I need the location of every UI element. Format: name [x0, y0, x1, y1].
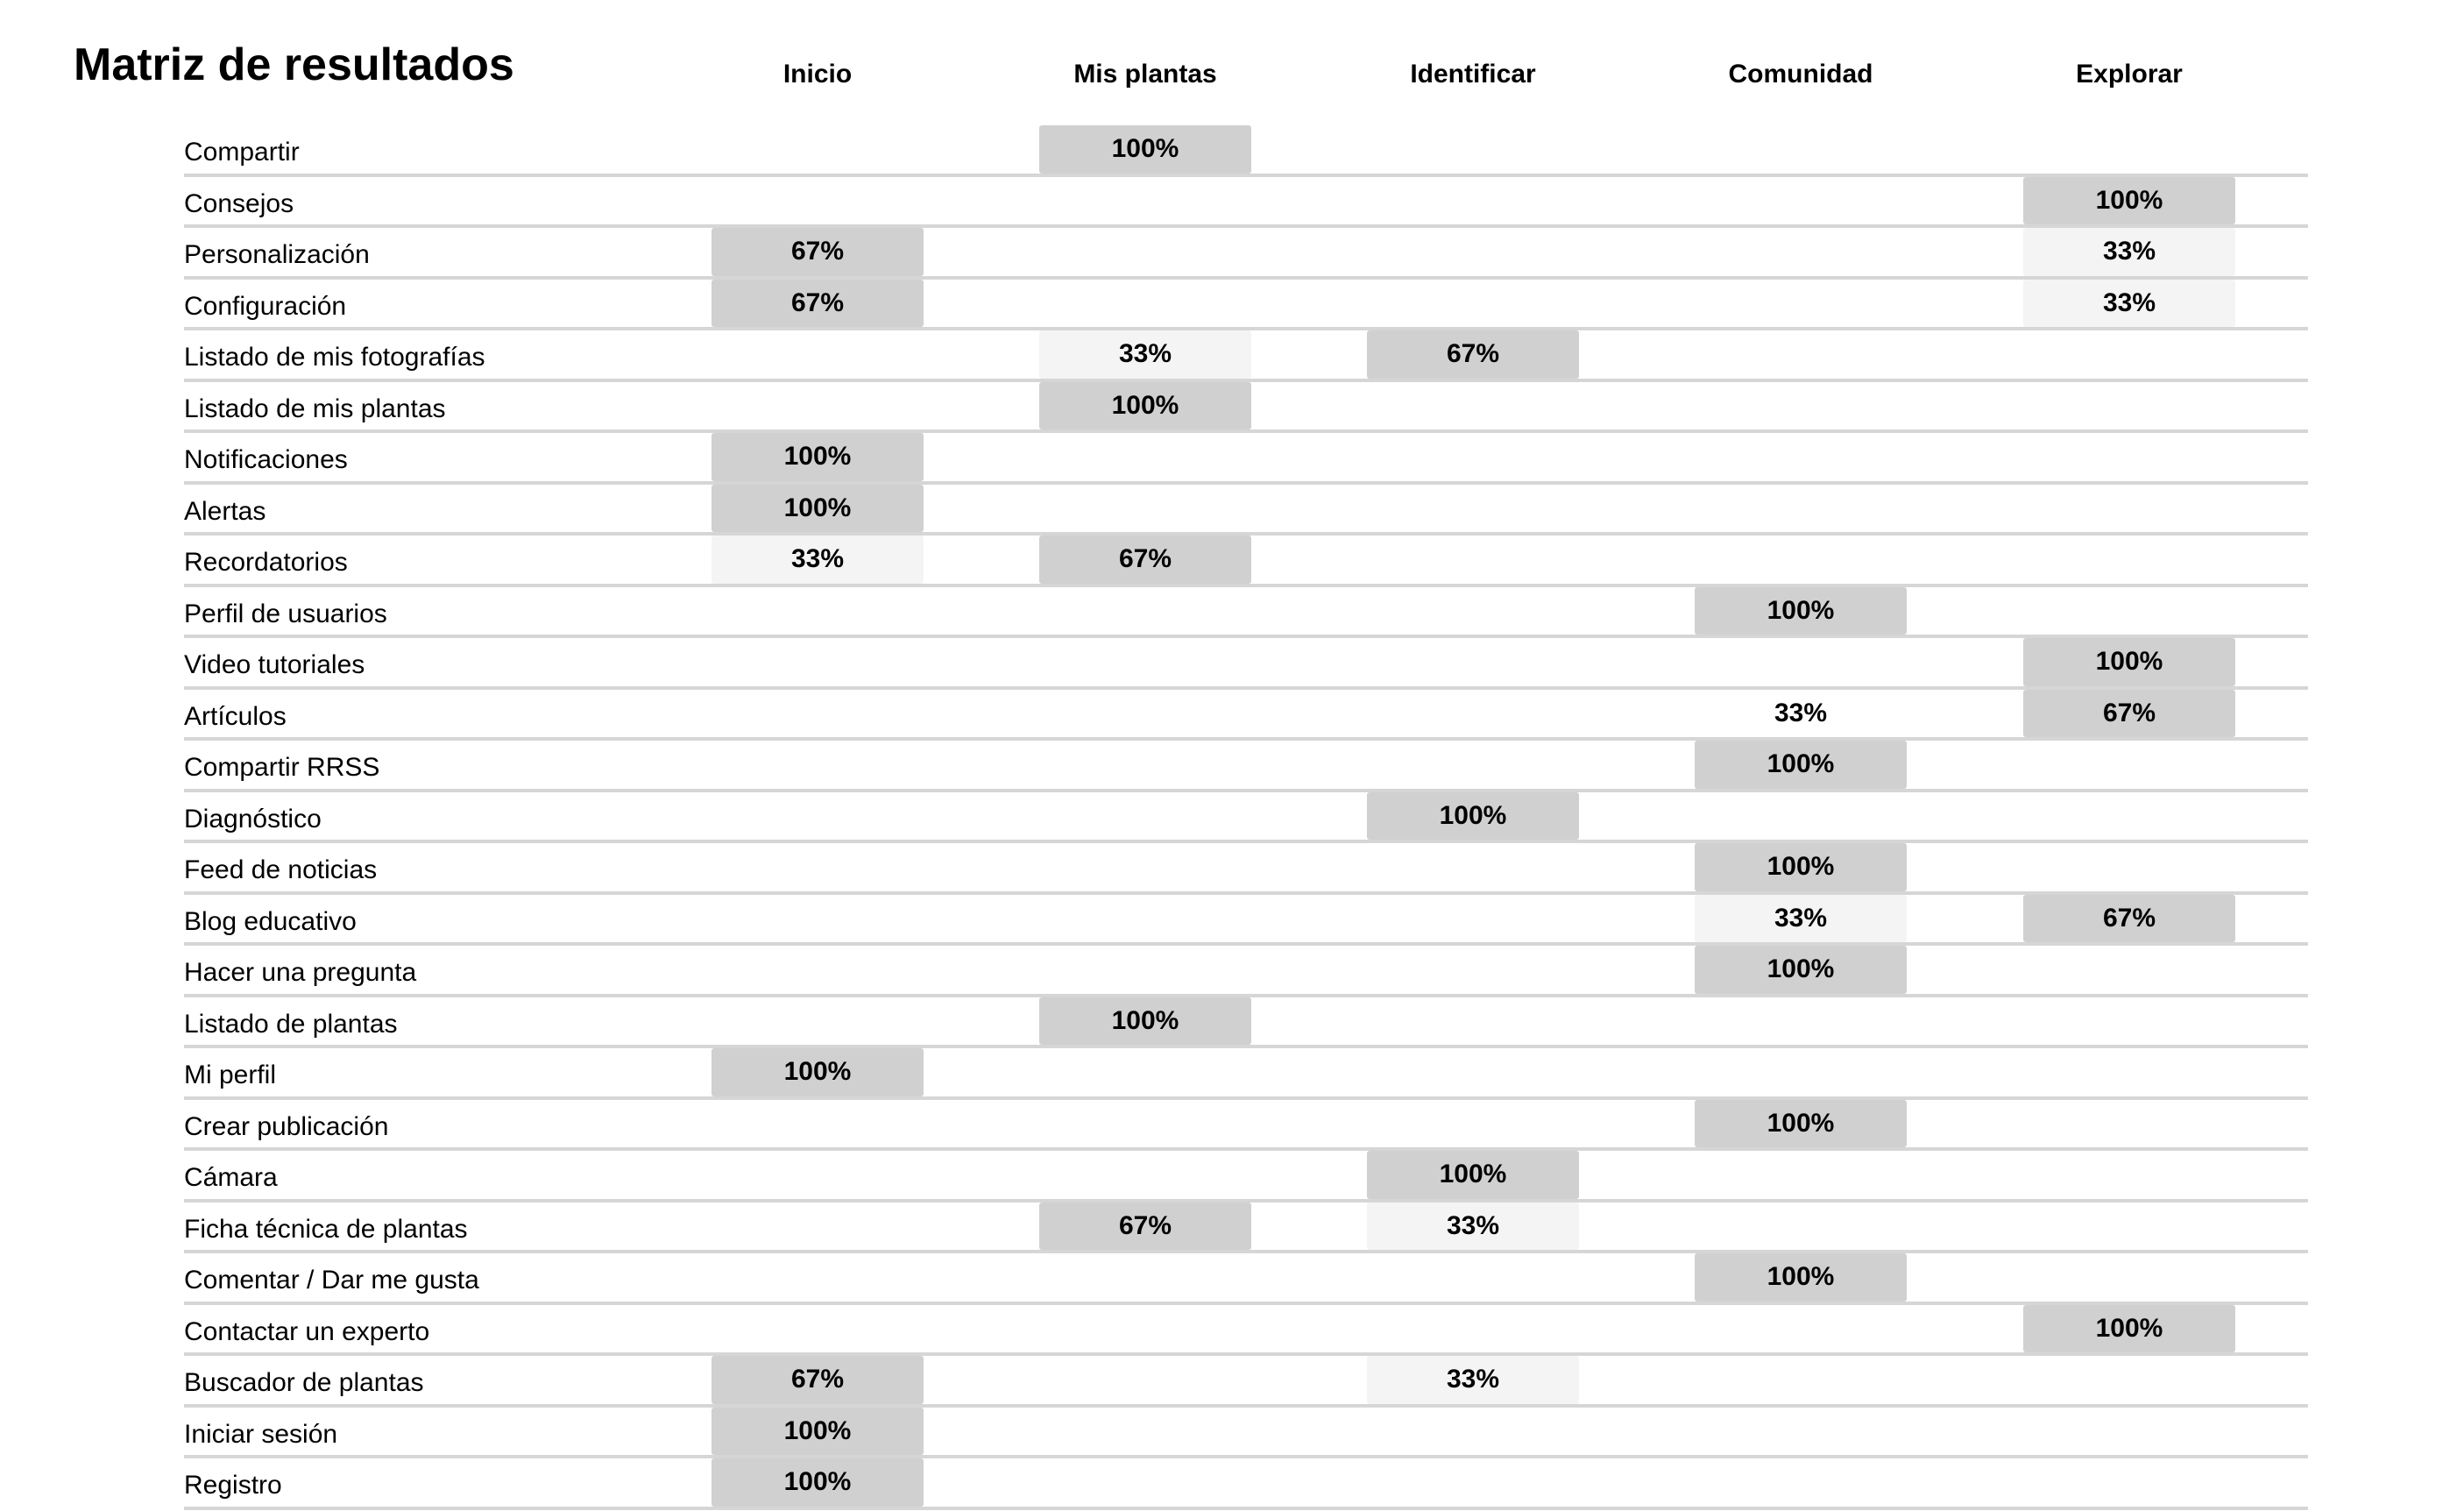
cell-inicio: 100% — [712, 1408, 924, 1456]
table-row — [184, 228, 2308, 280]
table-row — [184, 280, 2308, 331]
cell-mis-plantas: 67% — [1039, 1202, 1251, 1251]
row-label: Compartir RRSS — [184, 753, 380, 782]
row-label: Crear publicación — [184, 1111, 389, 1141]
table-row — [184, 587, 2308, 639]
row-label: Listado de plantas — [184, 1009, 398, 1039]
row-label: Configuración — [184, 291, 347, 321]
cell-inicio: 100% — [712, 485, 924, 533]
cell-inicio: 100% — [712, 1048, 924, 1096]
column-header-inicio: Inicio — [782, 60, 853, 89]
row-label: Registro — [184, 1471, 282, 1500]
column-header-identificar: Identificar — [1410, 60, 1536, 89]
cell-identificar: 33% — [1367, 1356, 1579, 1404]
cell-comunidad: 33% — [1774, 698, 1828, 727]
row-label: Artículos — [184, 701, 287, 731]
row-label: Perfil de usuarios — [184, 599, 387, 628]
table-row — [184, 1253, 2308, 1305]
row-label: Consejos — [184, 188, 294, 218]
row-label: Personalización — [184, 240, 370, 269]
cell-inicio: 67% — [712, 280, 924, 328]
cell-comunidad: 100% — [1695, 587, 1907, 635]
cell-explorar: 33% — [2023, 280, 2235, 328]
table-row — [184, 1100, 2308, 1152]
table-row — [184, 741, 2308, 792]
row-label: Alertas — [184, 496, 266, 526]
table-row — [184, 638, 2308, 690]
row-label: Listado de mis plantas — [184, 394, 446, 423]
cell-identificar: 33% — [1367, 1202, 1579, 1251]
cell-comunidad: 100% — [1695, 1253, 1907, 1302]
column-header-explorar: Explorar — [2076, 60, 2183, 89]
cell-explorar: 67% — [2023, 690, 2235, 738]
cell-inicio: 67% — [712, 228, 924, 276]
row-label: Iniciar sesión — [184, 1419, 338, 1449]
row-label: Ficha técnica de plantas — [184, 1214, 468, 1244]
row-label: Feed de noticias — [184, 855, 378, 884]
table-row — [184, 843, 2308, 895]
cell-explorar: 67% — [2023, 895, 2235, 943]
row-label: Hacer una pregunta — [184, 958, 417, 987]
row-label: Compartir — [184, 138, 300, 167]
cell-inicio: 100% — [712, 433, 924, 481]
row-label: Mi perfil — [184, 1061, 277, 1089]
cell-explorar: 33% — [2023, 228, 2235, 276]
cell-mis-plantas: 33% — [1039, 330, 1251, 379]
table-row — [184, 1458, 2308, 1510]
table-row — [184, 536, 2308, 587]
cell-comunidad: 100% — [1695, 1100, 1907, 1148]
row-label: Buscador de plantas — [184, 1368, 424, 1397]
table-row — [184, 997, 2308, 1049]
table-row — [184, 792, 2308, 844]
row-label: Blog educativo — [184, 906, 357, 936]
cell-comunidad: 100% — [1695, 843, 1907, 891]
cell-comunidad: 100% — [1695, 741, 1907, 789]
cell-identificar: 100% — [1367, 792, 1579, 841]
row-label: Cámara — [184, 1163, 278, 1192]
page-title: Matriz de resultados — [74, 39, 514, 90]
table-row — [184, 177, 2308, 229]
cell-identificar: 67% — [1367, 330, 1579, 379]
table-row — [184, 485, 2308, 536]
cell-explorar: 100% — [2023, 1305, 2235, 1353]
row-label: Video tutoriales — [184, 650, 365, 679]
row-label: Listado de mis fotografías — [184, 343, 485, 372]
table-row — [184, 1048, 2308, 1100]
column-header-comunidad: Comunidad — [1728, 60, 1873, 89]
column-header-mis-plantas: Mis plantas — [1073, 60, 1217, 89]
row-label: Diagnóstico — [184, 804, 322, 834]
cell-inicio: 33% — [712, 536, 924, 584]
cell-mis-plantas: 100% — [1039, 382, 1251, 430]
row-label: Comentar / Dar me gusta — [184, 1266, 479, 1295]
table-row — [184, 330, 2308, 382]
table-row — [184, 433, 2308, 485]
row-divider — [184, 1507, 2308, 1510]
cell-explorar: 100% — [2023, 177, 2235, 225]
cell-mis-plantas: 67% — [1039, 536, 1251, 584]
cell-inicio: 100% — [712, 1458, 924, 1507]
table-row — [184, 382, 2308, 434]
cell-comunidad: 100% — [1695, 946, 1907, 994]
table-row — [184, 125, 2308, 177]
row-label: Contactar un experto — [184, 1316, 430, 1346]
table-row — [184, 946, 2308, 997]
row-label: Recordatorios — [184, 548, 348, 577]
table-row — [184, 690, 2308, 741]
cell-inicio: 67% — [712, 1356, 924, 1404]
table-row — [184, 1202, 2308, 1254]
cell-comunidad: 33% — [1695, 895, 1907, 943]
cell-identificar: 100% — [1367, 1151, 1579, 1199]
cell-mis-plantas: 100% — [1039, 125, 1251, 174]
table-row — [184, 895, 2308, 947]
row-label: Notificaciones — [184, 445, 348, 474]
table-row — [184, 1408, 2308, 1459]
cell-explorar: 100% — [2023, 638, 2235, 686]
table-row — [184, 1151, 2308, 1202]
table-row — [184, 1305, 2308, 1357]
table-row — [184, 1356, 2308, 1408]
cell-mis-plantas: 100% — [1039, 997, 1251, 1046]
